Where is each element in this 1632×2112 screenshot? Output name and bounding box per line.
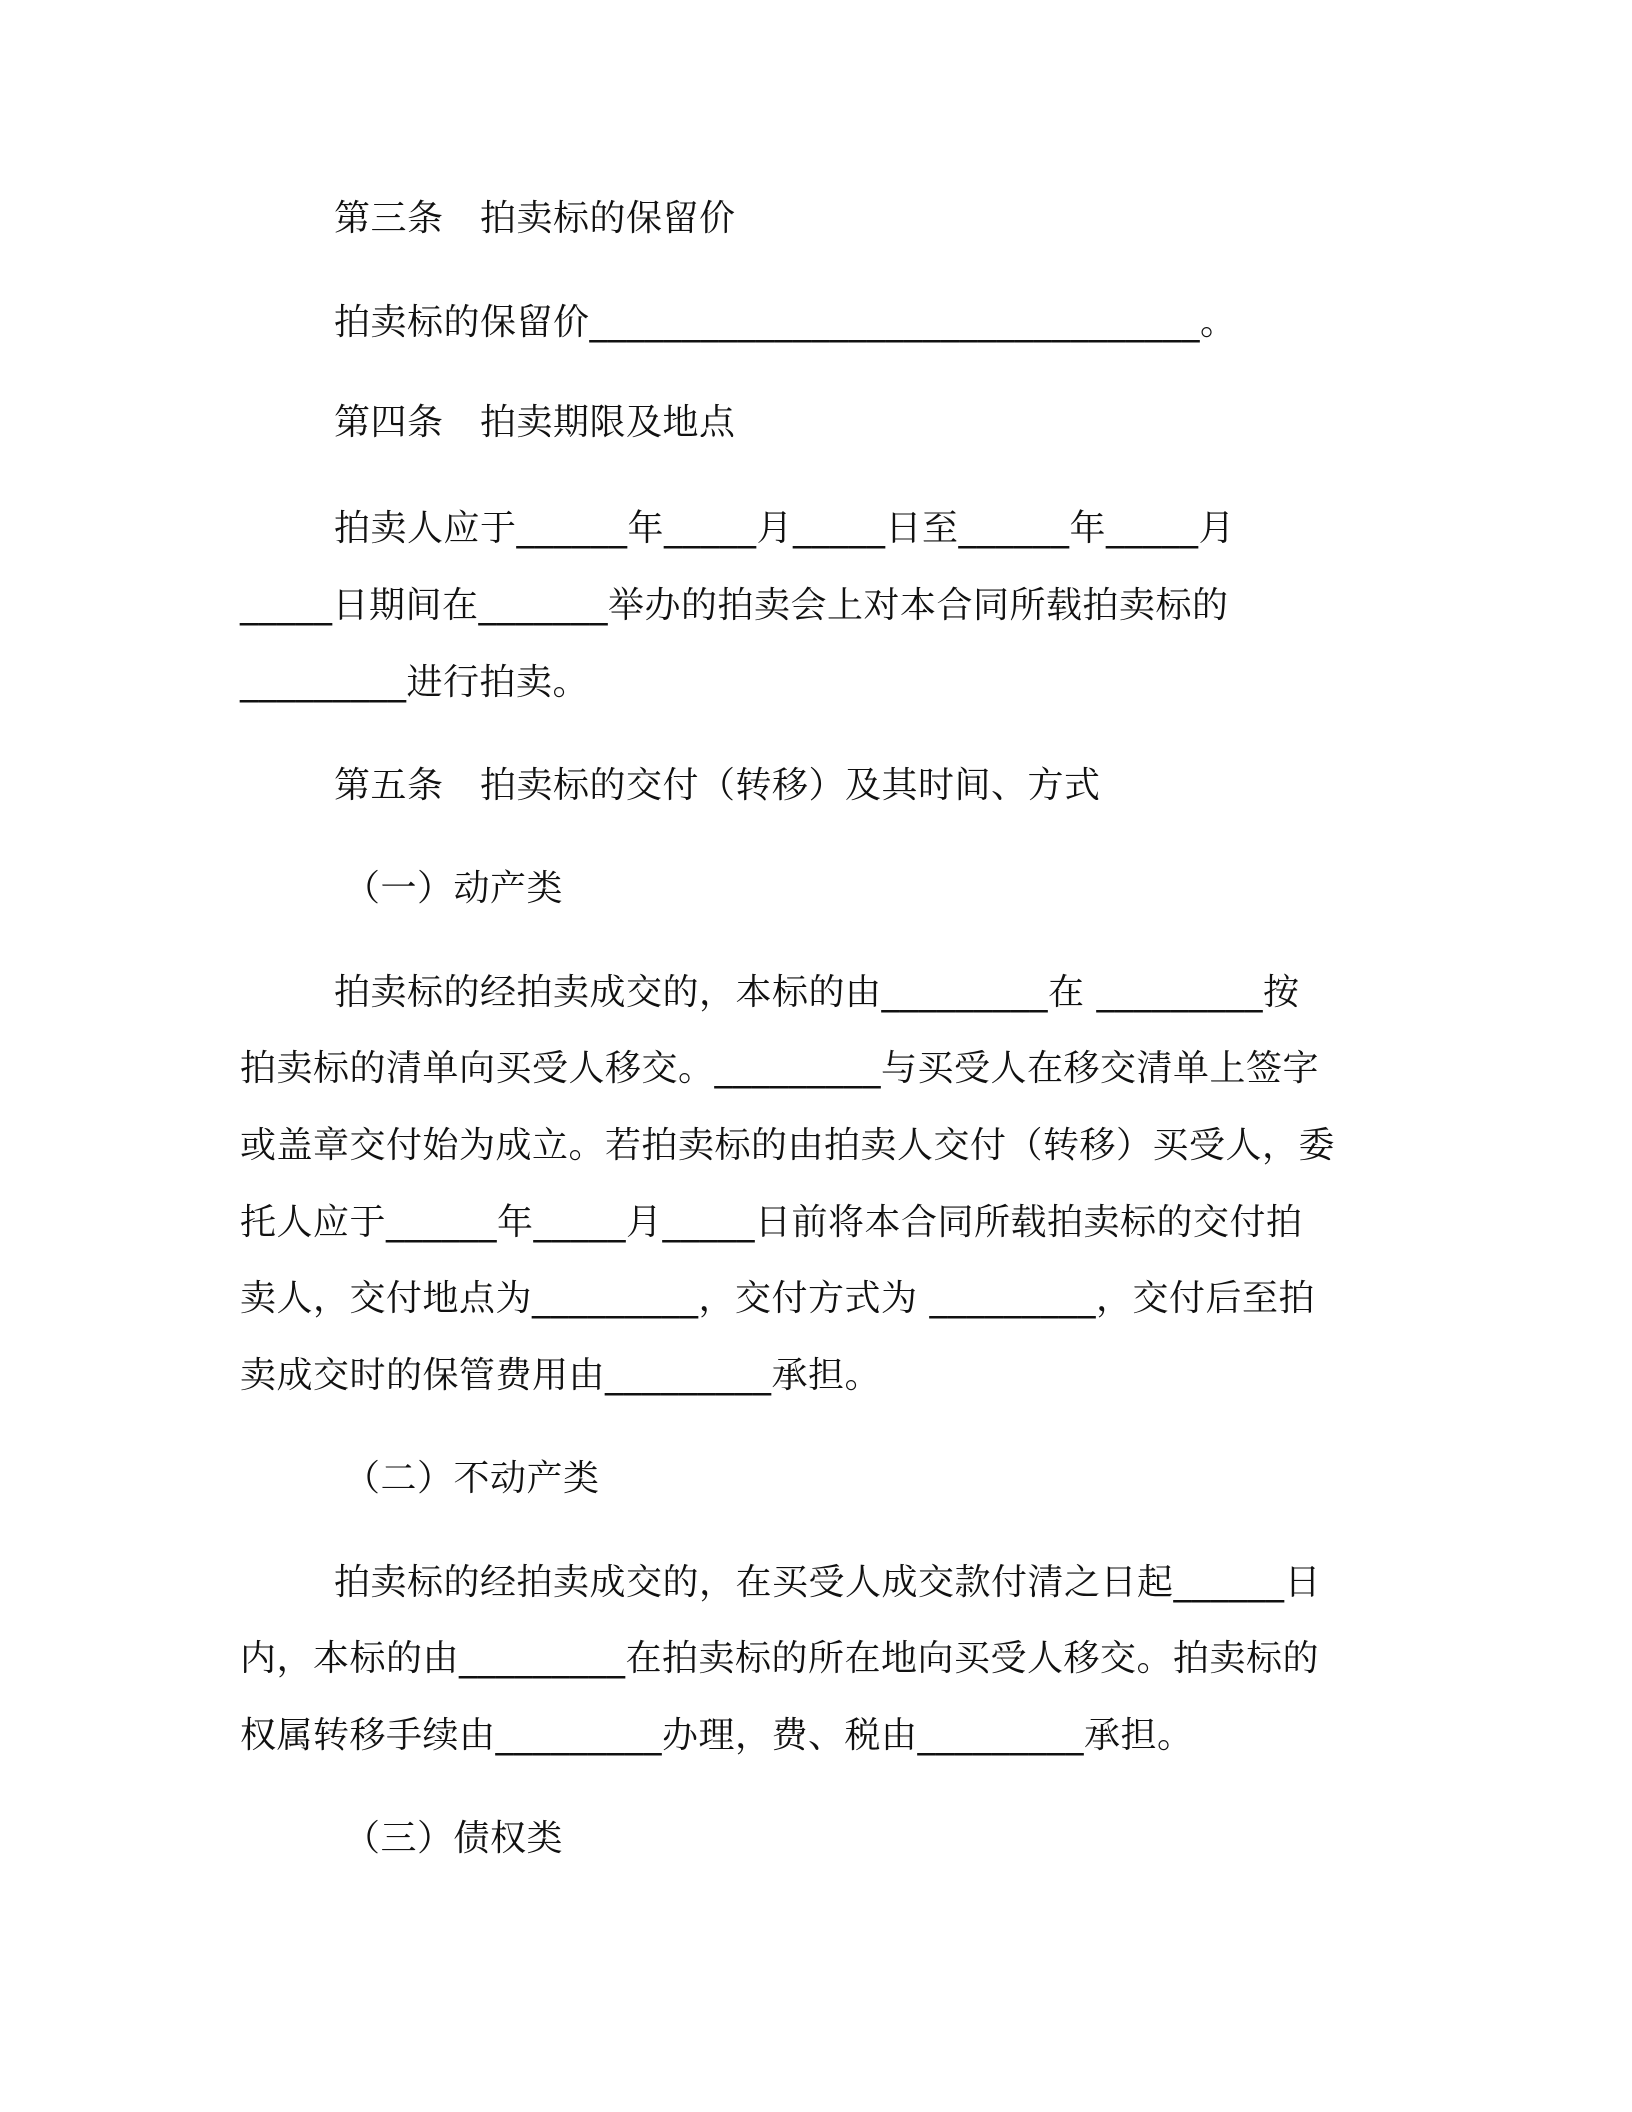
auction-period-line-3: _________进行拍卖。	[240, 662, 590, 703]
movable-line-2: 拍卖标的清单向买受人移交。_________与买受人在移交清单上签字	[240, 1048, 1320, 1089]
movable-line-5: 卖人，交付地点为_________，交付方式为 _________，交付后至拍	[240, 1278, 1315, 1319]
immovable-property-heading: （二）不动产类	[344, 1458, 600, 1499]
movable-line-6: 卖成交时的保管费用由_________承担。	[240, 1355, 882, 1396]
article-5-heading: 第五条 拍卖标的交付（转移）及其时间、方式	[334, 765, 1101, 806]
reserve-price-line: 拍卖标的保留价_________________________________。	[334, 302, 1237, 343]
movable-line-3: 或盖章交付始为成立。若拍卖标的由拍卖人交付（转移）买受人，委	[240, 1125, 1336, 1166]
auction-period-line-2: _____日期间在_______举办的拍卖会上对本合同所载拍卖标的	[240, 585, 1229, 626]
claims-heading: （三）债权类	[344, 1818, 564, 1859]
movable-line-1: 拍卖标的经拍卖成交的，本标的由_________在 _________按	[334, 972, 1300, 1013]
auction-period-line-1: 拍卖人应于______年_____月_____日至______年_____月	[334, 508, 1236, 549]
immovable-line-3: 权属转移手续由_________办理，费、税由_________承担。	[240, 1715, 1194, 1756]
movable-line-4: 托人应于______年_____月_____日前将本合同所载拍卖标的交付拍	[240, 1202, 1303, 1243]
immovable-line-2: 内，本标的由_________在拍卖标的所在地向买受人移交。拍卖标的	[240, 1638, 1320, 1679]
immovable-line-1: 拍卖标的经拍卖成交的，在买受人成交款付清之日起______日	[334, 1562, 1322, 1603]
article-4-heading: 第四条 拍卖期限及地点	[334, 402, 736, 443]
article-3-heading: 第三条 拍卖标的保留价	[334, 198, 736, 239]
movable-property-heading: （一）动产类	[344, 868, 564, 909]
